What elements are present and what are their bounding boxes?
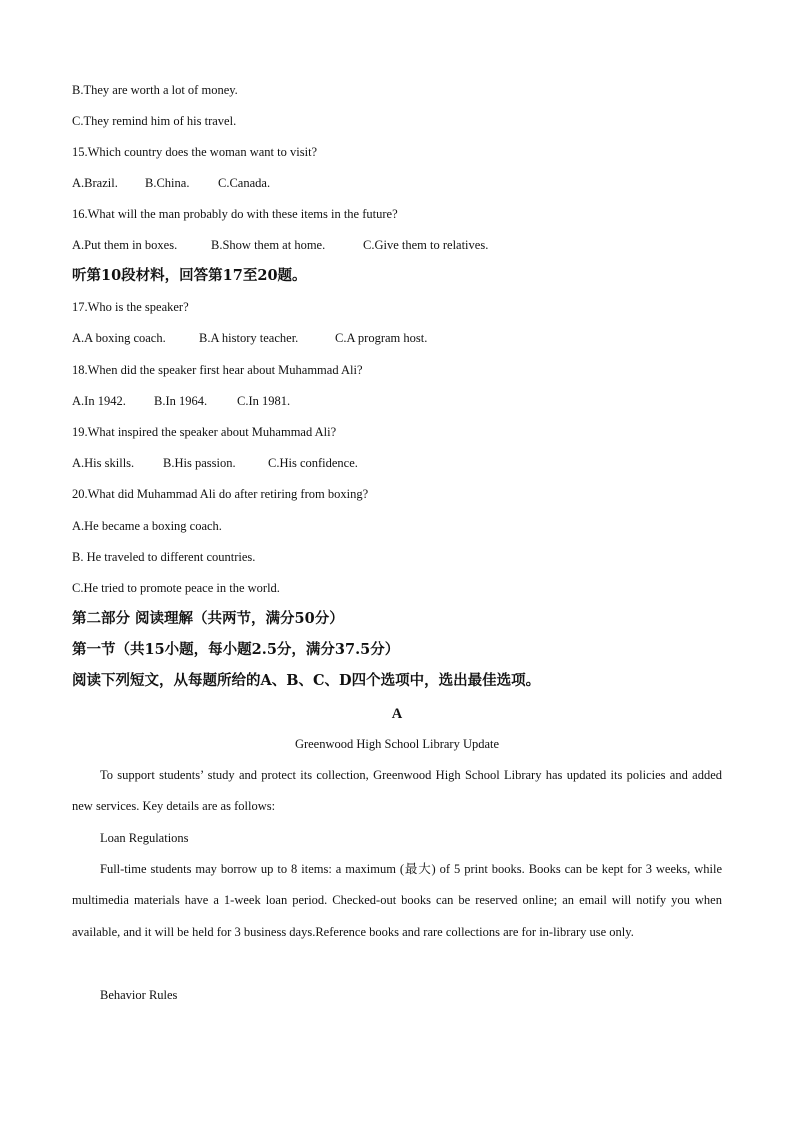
q19-option-a: A.His skills. [72,456,135,470]
q16-options [72,237,488,253]
q18-option-b: B.In 1964. [154,394,208,408]
q15-options [72,175,270,191]
q19-option-c: C.His confidence. [268,456,358,470]
q18-options [72,393,290,409]
q14-option-b: B.They are worth a lot of money. [72,83,238,97]
loan-paragraph-text: Full-time students may borrow up to 8 items: a maximum (最大) of 5 print books. Books can be kept for 3 weeks, while multimedia materials have a 1-week loan period. Checked-out books can be reserved online; an email will notify you when available, and it will be held for 3 business days.Reference books and rare collections are for in-library use only. [72,862,722,939]
q16-option-a: A.Put them in boxes. [72,238,178,252]
q20-option-c: C.He tried to promote peace in the world. [72,581,280,595]
q17-option-c: C.A program host. [335,331,428,345]
q16-option-c: C.Give them to relatives. [363,238,489,252]
q20-question: 20.What did Muhammad Ali do after retiring from boxing? [72,487,369,501]
passage-intro-text: To support students’ study and protect its collection, Greenwood High School Library has updated its policies and added new services. Key details are as follows: [72,768,722,814]
passage-title: Greenwood High School Library Update [294,737,500,751]
part2-title: 第二部分 阅读理解（共两节，满分50分） [72,610,344,627]
q20-option-b: B. He traveled to different countries. [72,550,256,564]
behavior-heading: Behavior Rules [100,988,178,1002]
q17-question: 17.Who is the speaker? [72,300,189,314]
q19-option-b: B.His passion. [163,456,236,470]
q17-options [72,330,427,346]
passage-intro [72,760,722,823]
passage-letter: A [391,706,403,722]
q18-question: 18.When did the speaker first hear about Muhammad Ali? [72,363,363,377]
q15-option-c: C.Canada. [218,176,271,190]
loan-paragraph [72,854,722,948]
q15-question: 15.Which country does the woman want to visit? [72,145,318,159]
q16-option-b: B.Show them at home. [211,238,326,252]
q15-option-a: A.Brazil. [72,176,118,190]
section-10-heading: 听第10段材料，回答第17至20题。 [72,267,307,284]
part2-section1: 第一节（共15小题，每小题2.5分，满分37.5分） [72,641,400,658]
q19-question: 19.What inspired the speaker about Muhammad Ali? [72,425,337,439]
q14-option-c: C.They remind him of his travel. [72,114,237,128]
q17-option-b: B.A history teacher. [199,331,299,345]
q15-option-b: B.China. [145,176,190,190]
q20-option-a: A.He became a boxing coach. [72,519,222,533]
q16-question: 16.What will the man probably do with these items in the future? [72,207,398,221]
q17-option-a: A.A boxing coach. [72,331,166,345]
q18-option-a: A.In 1942. [72,394,126,408]
part2-instruction: 阅读下列短文，从每题所给的A、B、C、D四个选项中，选出最佳选项。 [72,672,541,689]
q18-option-c: C.In 1981. [237,394,291,408]
loan-heading: Loan Regulations [100,831,189,845]
q19-options [72,455,358,471]
